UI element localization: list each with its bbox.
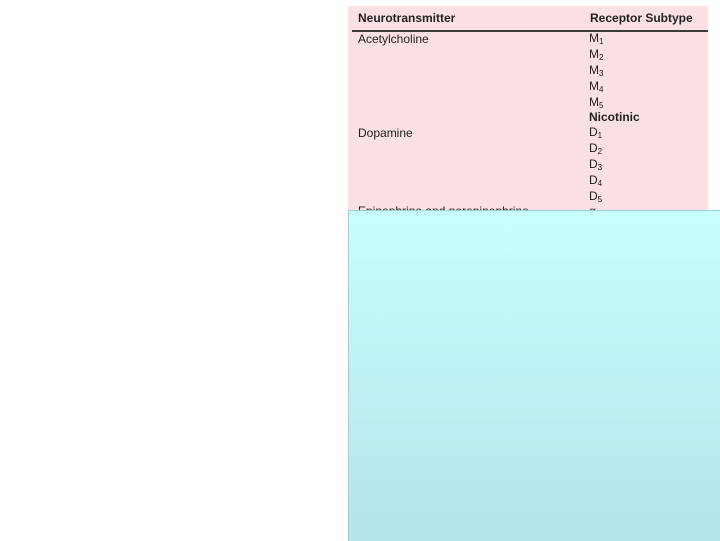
receptor-d1: $D_1$ [589, 125, 603, 140]
table-header [348, 6, 708, 34]
receptor-m1: $M_1$ [589, 31, 604, 46]
receptor-d3: $D_3$ [589, 157, 603, 172]
receptor-m4: $M_4$ [589, 79, 604, 94]
receptor-m2: $M_2$ [589, 47, 604, 62]
receptor-d4: $D_4$ [589, 173, 603, 188]
receptor-table [348, 6, 708, 220]
receptor-m3: $M_3$ [589, 63, 604, 78]
receptor-nicotinic: Nicotinic [589, 110, 640, 124]
receptor-m5: $M_5$ [589, 95, 604, 110]
receptor-d5: $D_5$ [589, 189, 603, 204]
header-neurotransmitter: Neurotransmitter [358, 11, 456, 25]
neurotransmitter-acetylcholine: Acetylcholine [358, 32, 429, 46]
receptor-d2: $D_2$ [589, 141, 603, 156]
overlay-panel [348, 210, 720, 541]
header-receptor-subtype: Receptor Subtype [590, 11, 693, 25]
neurotransmitter-dopamine: Dopamine [358, 126, 413, 140]
